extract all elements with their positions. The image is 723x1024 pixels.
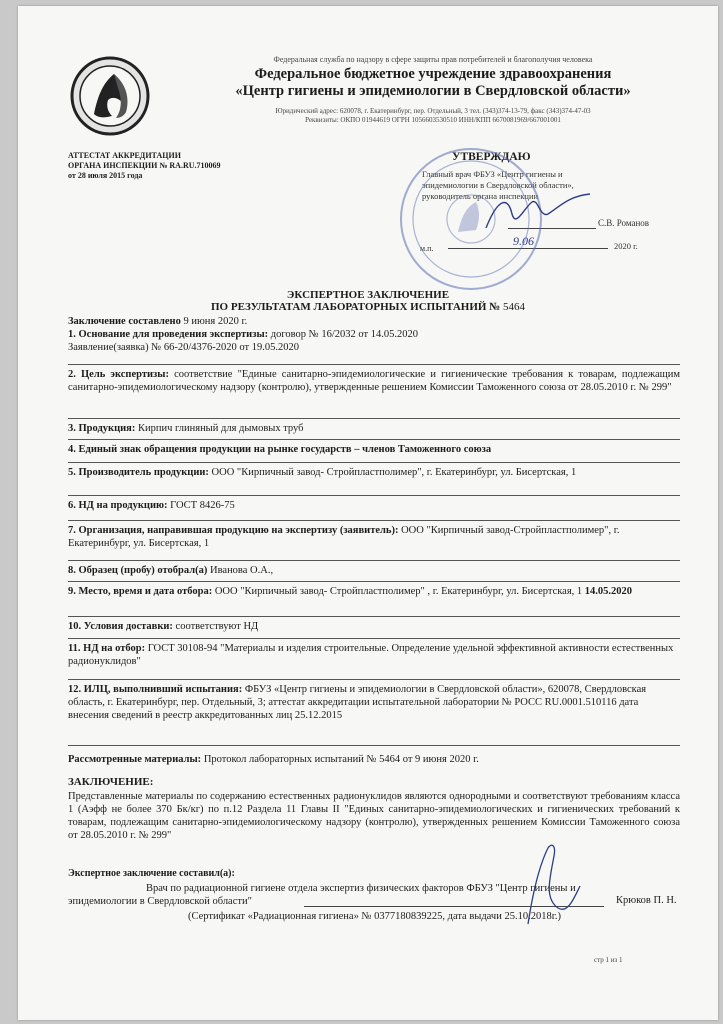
section-label: 2. Цель экспертизы: bbox=[68, 369, 169, 380]
section-value: ГОСТ 8426-75 bbox=[167, 500, 235, 511]
section-value: ООО "Кирпичный завод- Стройпластполимер", г. Екатеринбург, ул. Бисертская, 1 bbox=[208, 467, 577, 478]
reviewed-value: Протокол лабораторных испытаний № 5464 от 9 июня 2020 г. bbox=[201, 754, 479, 765]
section-value: ГОСТ 30108-94 "Материалы и изделия строительные. Определение удельной эффективной активности естественных радионуклидов" bbox=[68, 643, 674, 667]
section-label: 3. Продукция: bbox=[68, 423, 136, 434]
accreditation-line1: АТТЕСТАТ АККРЕДИТАЦИИ bbox=[68, 151, 181, 160]
composer-signature-line bbox=[304, 906, 604, 907]
accreditation-block bbox=[68, 151, 221, 181]
composed-label: Заключение составлено bbox=[68, 316, 181, 327]
request-row: Заявление(заявка) № 66-20/4376-2020 от 19.05.2020 bbox=[68, 342, 299, 353]
approval-position-line2: эпидемиологии в Свердловской области», bbox=[422, 180, 574, 190]
approval-year: 2020 г. bbox=[614, 241, 638, 251]
header-requisites: Реквизиты: ОКПО 01944619 ОГРН 1056603530510 ИНН/КПП 6670081969/667001001 bbox=[305, 116, 561, 124]
section-label: 11. НД на отбор: bbox=[68, 643, 146, 654]
composer-certificate: (Сертификат «Радиационная гигиена» № 0377180839225, дата выдачи 25.10.2018г.) bbox=[188, 911, 561, 922]
section-purpose bbox=[68, 364, 680, 394]
section-label: 6. НД на продукцию: bbox=[68, 500, 168, 511]
conclusion-heading: ЗАКЛЮЧЕНИЕ: bbox=[68, 776, 154, 788]
section-value: Кирпич глиняный для дымовых труб bbox=[135, 423, 304, 434]
section-label: 9. Место, время и дата отбора: bbox=[68, 586, 213, 597]
section-label: 12. ИЛЦ, выполнивший испытания: bbox=[68, 684, 243, 695]
section-label: 5. Производитель продукции: bbox=[68, 467, 209, 478]
section-laboratory bbox=[68, 679, 680, 722]
document-subtitle bbox=[18, 301, 718, 313]
composer-name: Крюков П. Н. bbox=[616, 895, 677, 906]
approval-handwritten-date: 9.06 bbox=[513, 234, 534, 248]
header-organization bbox=[198, 66, 668, 100]
composer-position-line1: Врач по радиационной гигиене отдела экспертиз физических факторов ФБУЗ "Центр гигиены и bbox=[146, 883, 576, 894]
composer-heading: Экспертное заключение составил(а): bbox=[68, 868, 235, 879]
document-number: 5464 bbox=[500, 301, 525, 313]
institution-logo bbox=[68, 54, 152, 138]
section-value: соответствуют НД bbox=[172, 621, 259, 632]
section-delivery bbox=[68, 616, 680, 633]
header-org-line2: «Центр гигиены и эпидемиологии в Свердловской области» bbox=[235, 83, 631, 99]
basis-value: договор № 16/2032 от 14.05.2020 bbox=[268, 329, 418, 340]
approval-signatory-name: С.В. Романов bbox=[598, 218, 650, 228]
section-manufacturer bbox=[68, 462, 680, 479]
approval-seal-place: м.п. bbox=[420, 244, 434, 253]
section-product-standard bbox=[68, 495, 680, 512]
section-value: ООО "Кирпичный завод- Стройпластполимер" , г. Екатеринбург, ул. Бисертская, 1 bbox=[212, 586, 585, 597]
section-value: ООО "Кирпичный завод-Стройпластполимер", г. Екатеринбург, ул. Бисертская, 1 bbox=[68, 525, 620, 549]
section-sampling-standard bbox=[68, 638, 680, 668]
composer-position bbox=[68, 882, 680, 908]
accreditation-date: от 28 июля 2015 года bbox=[68, 171, 143, 180]
section-applicant bbox=[68, 520, 680, 550]
section-sampler bbox=[68, 560, 680, 577]
composer-position-line2: эпидемиологии в Свердловской области" bbox=[68, 896, 252, 907]
sampling-date: 14.05.2020 bbox=[584, 586, 633, 597]
composed-date bbox=[68, 315, 680, 328]
section-sampling-place bbox=[68, 581, 680, 598]
section-label: 8. Образец (пробу) отобрал(а) bbox=[68, 565, 208, 576]
page-number: стр 1 из 1 bbox=[594, 956, 623, 964]
section-value: Иванова О.А., bbox=[207, 565, 274, 576]
document-page bbox=[18, 6, 718, 1020]
composed-value: 9 июня 2020 г. bbox=[180, 316, 248, 327]
section-label: 10. Условия доставки: bbox=[68, 621, 173, 632]
approval-position bbox=[422, 169, 676, 202]
reviewed-materials bbox=[68, 754, 479, 765]
divider bbox=[68, 745, 680, 746]
approval-title: УТВЕРЖДАЮ bbox=[452, 151, 531, 163]
section-value: ФБУЗ «Центр гигиены и эпидемиологии в Свердловской области», 620078, Свердловская область, г. Екатеринбург, пер. Отдельный, 3; аттестат аккредитации испытательной лаборатории № РОСС RU.0001.510116 дата внесения сведений в реестр аккредитованных лиц 25.12.2015 bbox=[68, 684, 647, 721]
header-org-line1: Федеральное бюджетное учреждение здравоохранения bbox=[254, 66, 612, 82]
accreditation-line2: ОРГАНА ИНСПЕКЦИИ № RA.RU.710069 bbox=[68, 161, 221, 170]
header-service: Федеральная служба по надзору в сфере защиты прав потребителей и благополучия человека bbox=[273, 55, 593, 64]
header-address: Юридический адрес: 620078, г. Екатеринбург, пер. Отдельный, 3 тел. (343)374-13-79, факс (343)374-47-03 bbox=[275, 107, 591, 115]
basis-row bbox=[68, 328, 680, 341]
conclusion-text: Представленные материалы по содержанию естественных радионуклидов являются однородными и соответствуют требованиям класса 1 (Аэфф не более 370 Бк/кг) по п.12 Раздела 11 Главы II "Единых санитарно-эпидемиологических и гигиенических требований к товарам, подлежащим санитарно-эпидемиологическому надзору (контролю), утвержденных решением Комиссии Таможенного союза от 28.05.2010 г. № 299" bbox=[68, 791, 680, 841]
approval-position-line3: руководитель органа инспекции bbox=[422, 191, 539, 201]
section-value: соответствие "Единые санитарно-эпидемиологические и гигиенические требования к товарам, подлежащим санитарно-эпидемиологическому надзору (контролю), утвержденные решением Комиссии Таможенного союза от 28.05.2010 г. № 299" bbox=[68, 369, 680, 393]
section-label: 4. Единый знак обращения продукции на рынке государств – членов Таможенного союза bbox=[68, 444, 492, 455]
approval-position-line1: Главный врач ФБУЗ «Центр гигиены и bbox=[422, 169, 563, 179]
section-product bbox=[68, 418, 680, 435]
document-subtitle-text: ПО РЕЗУЛЬТАТАМ ЛАБОРАТОРНЫХ ИСПЫТАНИЙ № bbox=[211, 301, 501, 313]
approval-block bbox=[416, 152, 676, 202]
document-title: ЭКСПЕРТНОЕ ЗАКЛЮЧЕНИЕ bbox=[286, 289, 450, 301]
section-conformity-mark bbox=[68, 439, 680, 456]
reviewed-label: Рассмотренные материалы: bbox=[68, 754, 202, 765]
basis-label: 1. Основание для проведения экспертизы: bbox=[68, 329, 269, 340]
approval-signature-line bbox=[508, 228, 596, 229]
section-label: 7. Организация, направившая продукцию на экспертизу (заявитель): bbox=[68, 525, 399, 536]
